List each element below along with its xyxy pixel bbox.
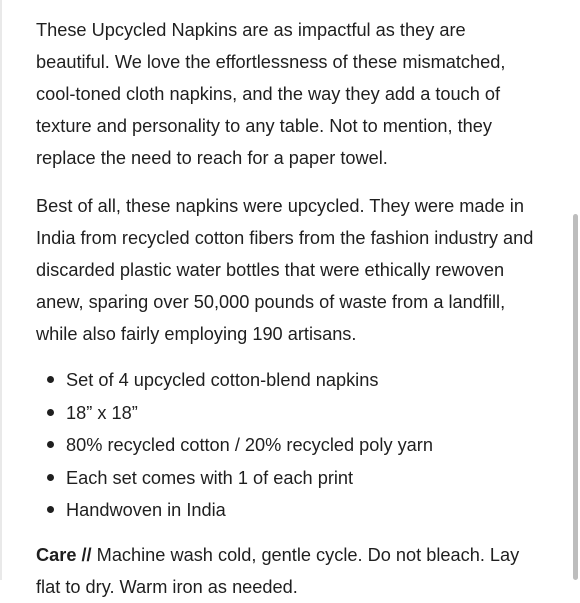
- care-instructions: [36, 539, 540, 603]
- feature-text: Set of 4 upcycled cotton-blend napkins: [66, 370, 379, 390]
- bullet-icon: [47, 441, 54, 448]
- feature-text: 18” x 18”: [66, 402, 138, 423]
- feature-list: [36, 364, 540, 527]
- care-text: Machine wash cold, gentle cycle. Do not bleach. Lay flat to dry. Warm iron as needed.: [36, 544, 520, 597]
- bullet-icon: [47, 506, 54, 513]
- care-label: Care //: [36, 544, 92, 565]
- bullet-icon: [47, 409, 54, 416]
- list-item: [36, 397, 540, 430]
- description-paragraph-1: These Upcycled Napkins are as impactful as they are beautiful. We love the effortlessness of these mismatched, cool-toned cloth napkins, and the way they add a touch of texture and personality to any table. Not to mention, they replace the need to reach for a paper towel.: [36, 20, 506, 168]
- list-item: [36, 429, 540, 462]
- left-edge-divider: [0, 0, 2, 580]
- bullet-icon: [47, 376, 54, 383]
- list-item: [36, 462, 540, 495]
- list-item: [36, 494, 540, 527]
- feature-text: 80% recycled cotton / 20% recycled poly yarn: [66, 435, 433, 455]
- bullet-icon: [47, 474, 54, 481]
- vertical-scrollbar[interactable]: [573, 214, 578, 580]
- list-item: [36, 364, 540, 397]
- feature-text: Each set comes with 1 of each print: [66, 467, 354, 488]
- description-paragraph-2: Best of all, these napkins were upcycled. They were made in India from recycled cotton fibers from the fashion industry and discarded plastic water bottles that were ethically rewoven anew, sparing over 50,000 pounds of waste from a landfill, while also fairly employing 190 artisans.: [36, 196, 534, 344]
- feature-text: Handwoven in India: [66, 500, 226, 520]
